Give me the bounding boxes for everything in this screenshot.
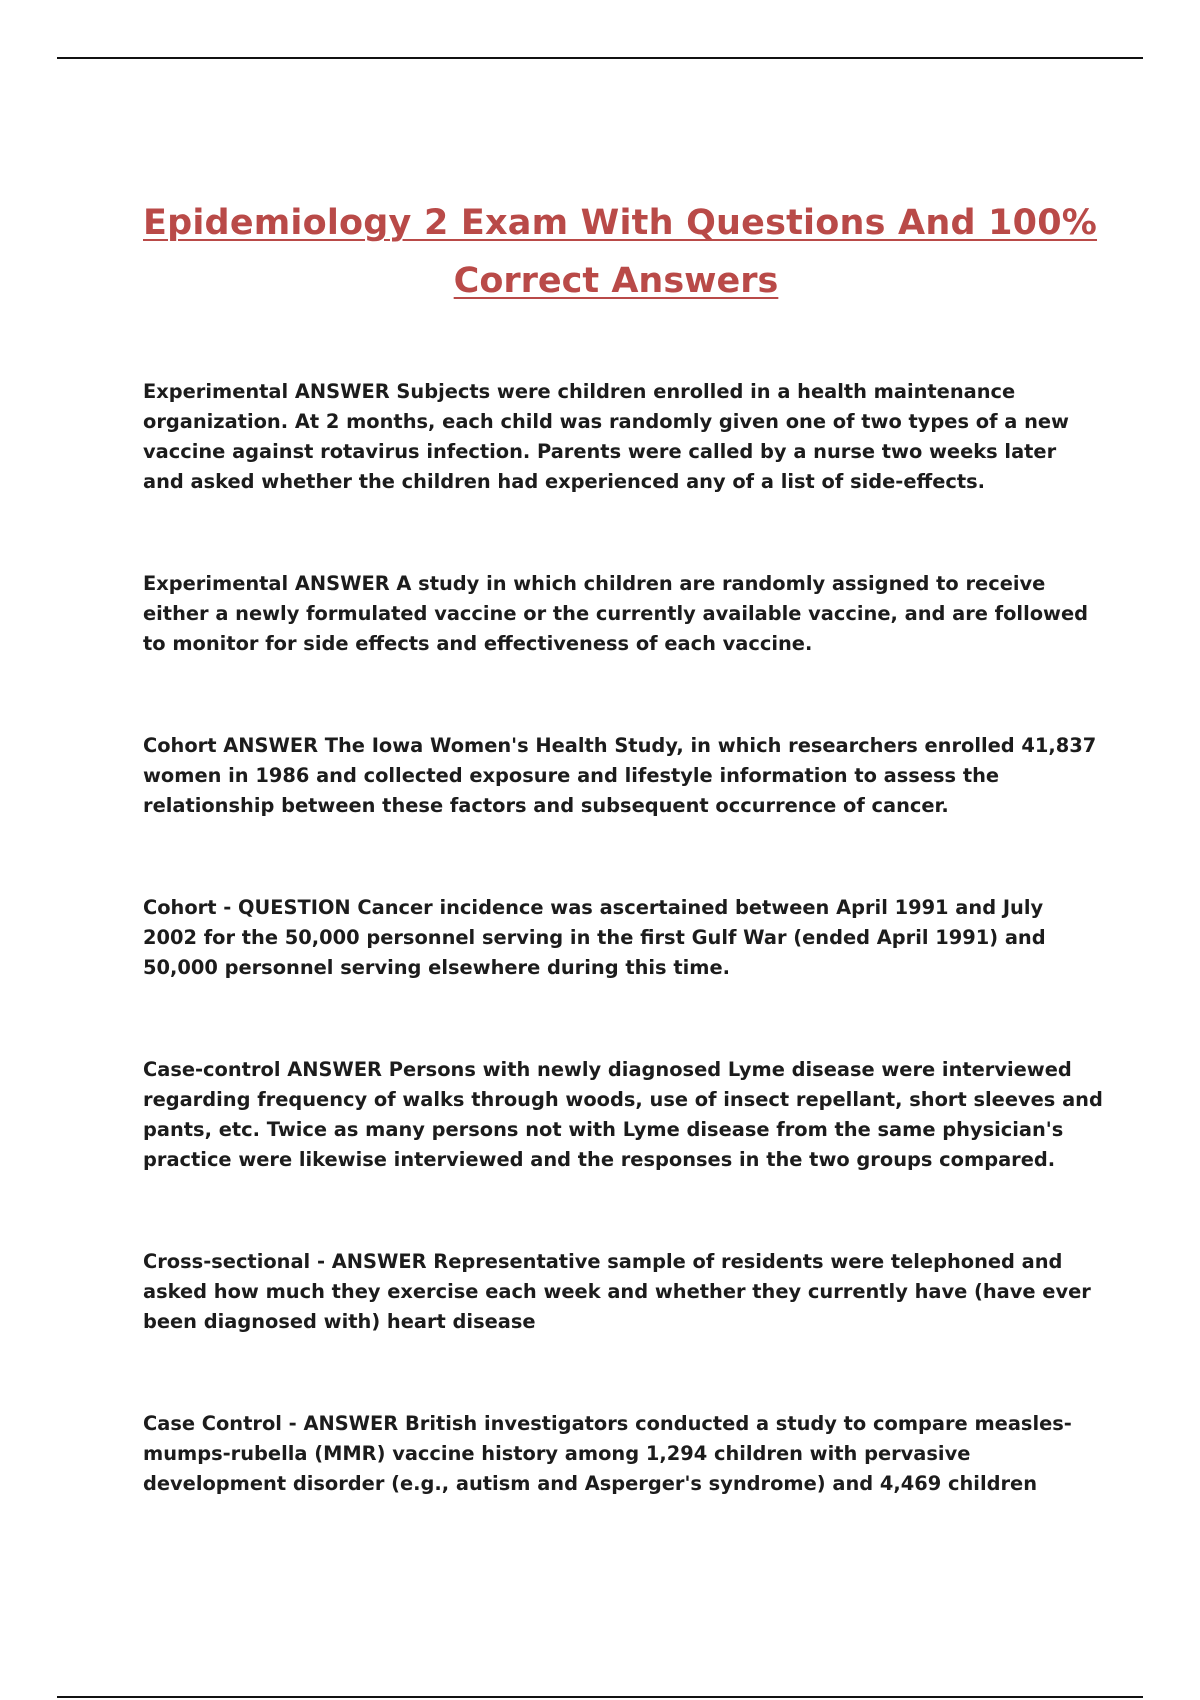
qa-entry-4: Cohort - QUESTION Cancer incidence was ascertained between April 1991 and July 2002 for the 50,000 personnel serving in the first Gulf War (ended April 1991) and 50,000 personnel serving elsewhere during this time.: [143, 896, 1046, 979]
top-rule: [57, 57, 1143, 59]
qa-entry-2: Experimental ANSWER A study in which children are randomly assigned to receive either a newly formulated vaccine or the currently available vaccine, and are followed to monitor for side effects and effectiveness of each vaccine.: [143, 572, 1088, 655]
qa-entry-7: Case Control - ANSWER British investigators conducted a study to compare measles-mumps-rubella (MMR) vaccine history among 1,294 children with pervasive development disorder (e.g., autism and Asperger's syndrome) and 4,469 children: [143, 1412, 1072, 1495]
qa-entry-1: Experimental ANSWER Subjects were children enrolled in a health maintenance organization. At 2 months, each child was randomly given one of two types of a new vaccine against rotavirus infection. Parents were called by a nurse two weeks later and asked whether the children had experienced any of a list of side-effects.: [143, 380, 1069, 493]
title-line-1: Epidemiology 2 Exam With Questions And 100%: [143, 203, 1098, 243]
title-line-2: Correct Answers: [453, 261, 779, 301]
qa-entries: [143, 377, 1103, 1571]
qa-entry-5: Case-control ANSWER Persons with newly diagnosed Lyme disease were interviewed regarding frequency of walks through woods, use of insect repellant, short sleeves and pants, etc. Twice as many persons not with Lyme disease from the same physician's practice were likewise interviewed and the responses in the two groups compared.: [143, 1058, 1103, 1171]
qa-entry-3: Cohort ANSWER The Iowa Women's Health Study, in which researchers enrolled 41,837 women in 1986 and collected exposure and lifestyle information to assess the relationship between these factors and subsequent occurrence of cancer.: [143, 734, 1097, 817]
qa-entry-6: Cross-sectional - ANSWER Representative sample of residents were telephoned and asked how much they exercise each week and whether they currently have (have ever been diagnosed with) heart disease: [143, 1250, 1091, 1333]
bottom-rule: [57, 1696, 1143, 1698]
document-title: [143, 194, 1098, 310]
